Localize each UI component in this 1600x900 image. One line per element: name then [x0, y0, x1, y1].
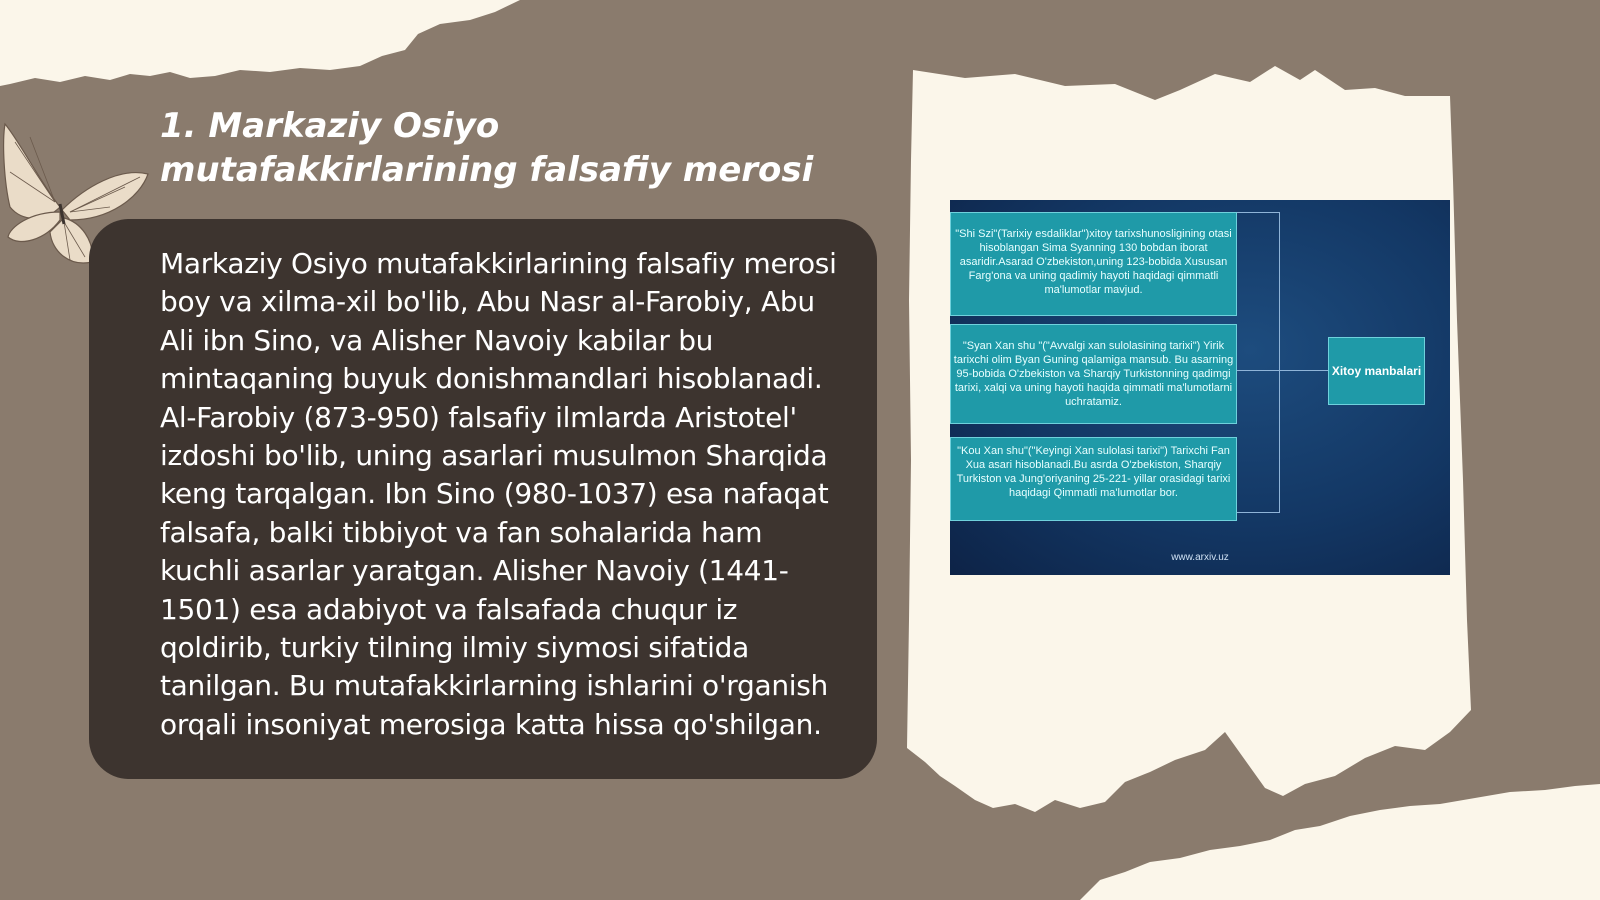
- diagram-box-shi-szi: "Shi Szi"(Tarixiy esdaliklar")xitoy tarixshunosligining otasi hisoblangan Sima Syanning 130 bobdan iborat asaridir.Asarad O'zbekiston,uning 123-bobida Xususan Farg'ona va uning qadimiy hayoti haqidagi qimmatli ma'lumotlar mavjud.: [950, 212, 1237, 316]
- diagram-footer-url: www.arxiv.uz: [1171, 552, 1229, 563]
- diagram-box-kou-xan-shu: "Kou Xan shu"("Keyingi Xan sulolasi tarixi") Tarixchi Fan Xua asari hisoblanadi.Bu asrda O'zbekiston, Sharqiy Turkiston va Jung'oriyaning 25-221- yillar orasidagi tarixi haqidagi Qimmatli ma'lumotlar bor.: [950, 437, 1237, 521]
- diagram-image: [950, 200, 1450, 575]
- connector-line: [1279, 212, 1280, 513]
- diagram-box-xitoy-manbalari: Xitoy manbalari: [1328, 337, 1425, 405]
- torn-paper-top-left: [0, 0, 520, 110]
- connector-line: [1237, 512, 1279, 513]
- connector-line: [1237, 370, 1328, 371]
- diagram-box-syan-xan-shu: "Syan Xan shu "("Avvalgi xan sulolasining tarixi") Yirik tarixchi olim Byan Guning qalamiga mansub. Bu asarning 95-bobida O'zbekiston va Sharqiy Turkistonning qadimgi tarixi, xalqi va uning hayoti haqida qimmatli ma'lumotlarni uchratamiz.: [950, 324, 1237, 424]
- torn-paper-bottom-right: [1080, 780, 1600, 900]
- slide-body-text: Markaziy Osiyo mutafakkirlarining falsafiy merosi boy va xilma-xil bo'lib, Abu Nasr al-Farobiy, Abu Ali ibn Sino, va Alisher Navoiy kabilar bu mintaqaning buyuk donishmandlari hisoblanadi. Al-Farobiy (873-950) falsafiy ilmlarda Aristotel' izdoshi bo'lib, uning asarlari musulmon Sharqida keng tarqalgan. Ibn Sino (980-1037) esa nafaqat falsafa, balki tibbiyot va fan sohalarida ham kuchli asarlar yaratgan. Alisher Navoiy (1441-1501) esa adabiyot va falsafada chuqur iz qoldirib, turkiy tilning ilmiy siymosi sifatida tanilgan. Bu mutafakkirlarning ishlarini o'rganish orqali insoniyat merosiga katta hissa qo'shilgan.: [160, 247, 837, 741]
- connector-line: [1237, 212, 1279, 213]
- slide-title: 1. Markaziy Osiyo mutafakkirlarining falsafiy merosi: [160, 106, 814, 190]
